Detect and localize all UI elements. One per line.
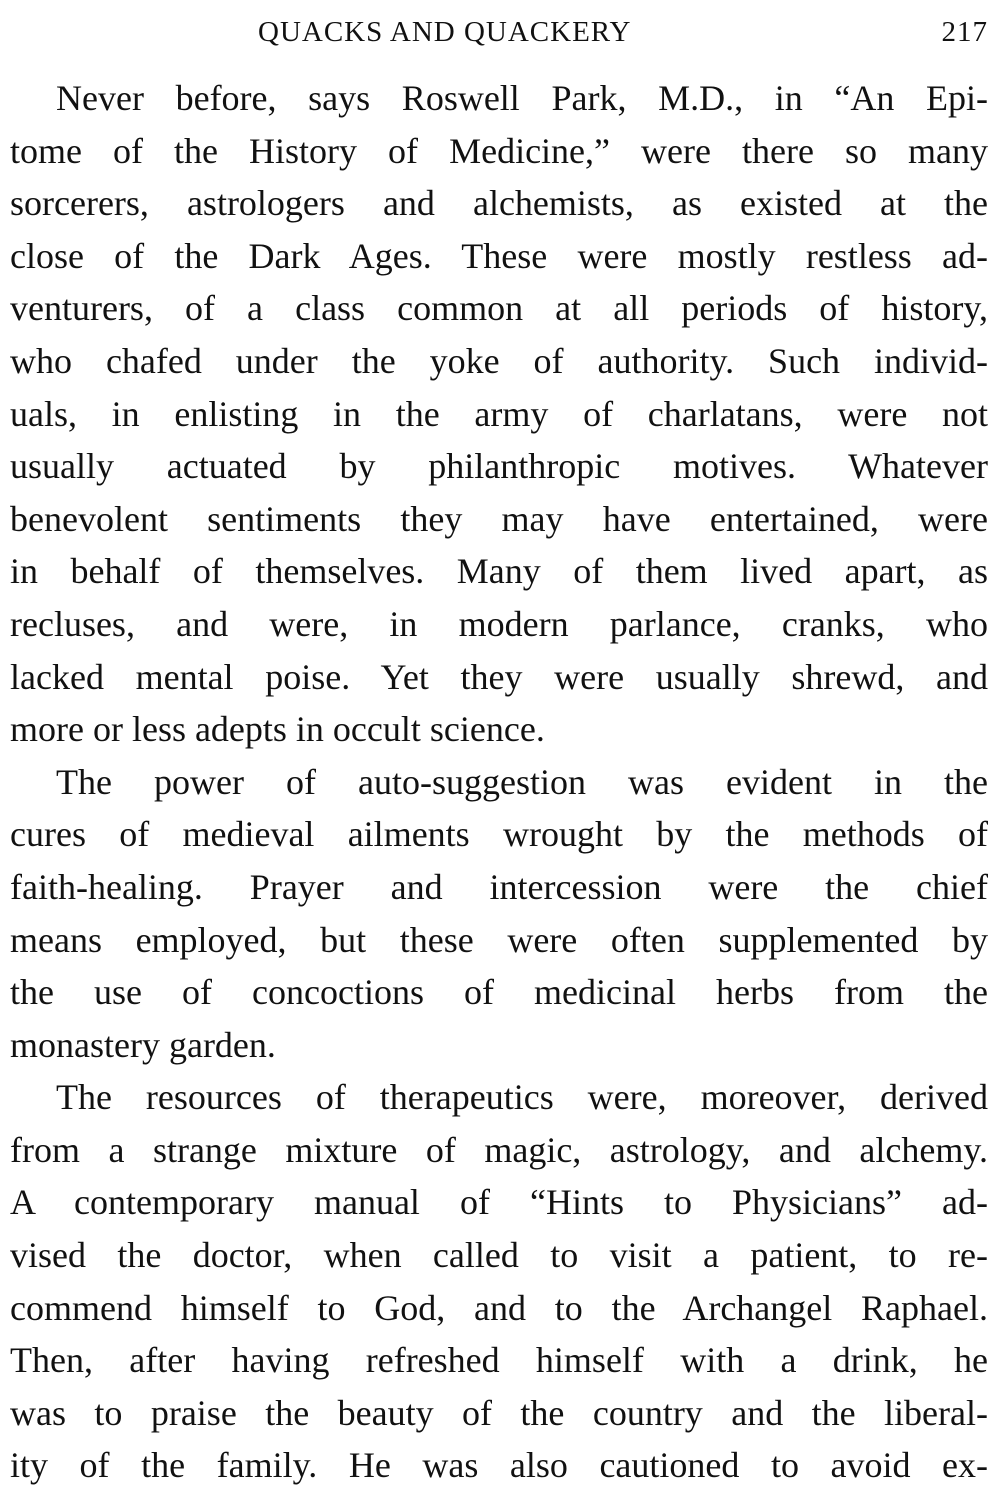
running-head xyxy=(10,0,988,58)
text-line: Never before, says Roswell Park, M.D., in “An Epi- xyxy=(56,78,988,118)
text-line: Then, after having refreshed himself with a drink, he xyxy=(10,1340,988,1381)
text-line: from a strange mixture of magic, astrology, and alchemy. xyxy=(10,1129,988,1170)
text-line: vised the doctor, when called to visit a patient, to re- xyxy=(10,1235,988,1276)
text-line: sorcerers, astrologers and alchemists, as existed at the xyxy=(10,183,988,224)
text-line: means employed, but these were often supplemented by xyxy=(10,919,988,960)
paragraph-1 xyxy=(10,72,988,756)
text-line: in behalf of themselves. Many of them lived apart, as xyxy=(10,551,988,592)
text-line: cures of medieval ailments wrought by the methods of xyxy=(10,814,988,855)
paragraph-3 xyxy=(10,1071,988,1492)
text-line: benevolent sentiments they may have entertained, were xyxy=(10,498,988,539)
body-text xyxy=(10,72,988,1492)
text-line: uals, in enlisting in the army of charlatans, were not xyxy=(10,393,988,434)
text-line: was to praise the beauty of the country and the liberal- xyxy=(10,1392,988,1433)
text-line: A contemporary manual of “Hints to Physicians” ad- xyxy=(10,1182,988,1223)
text-line: The resources of therapeutics were, moreover, derived xyxy=(56,1077,988,1118)
text-line: monastery garden. xyxy=(10,1024,276,1065)
text-line: more or less adepts in occult science. xyxy=(10,709,545,750)
text-line: The power of auto-suggestion was evident in the xyxy=(56,761,988,802)
text-line: tome of the History of Medicine,” were there so many xyxy=(10,130,988,171)
text-line: usually actuated by philanthropic motives. Whatever xyxy=(10,446,988,487)
paragraph-2 xyxy=(10,756,988,1072)
text-line: faith-healing. Prayer and intercession were the chief xyxy=(10,866,988,907)
text-line: venturers, of a class common at all periods of history, xyxy=(10,288,988,329)
text-line: lacked mental poise. Yet they were usually shrewd, and xyxy=(10,656,988,697)
text-line: recluses, and were, in modern parlance, cranks, who xyxy=(10,603,988,644)
text-line: close of the Dark Ages. These were mostly restless ad- xyxy=(10,235,988,276)
text-line: the use of concoctions of medicinal herbs from the xyxy=(10,972,988,1013)
text-line: ity of the family. He was also cautioned to avoid ex- xyxy=(10,1445,988,1486)
text-line: who chafed under the yoke of authority. Such individ- xyxy=(10,340,988,381)
running-title: QUACKS AND QUACKERY xyxy=(258,16,632,48)
page-number: 217 xyxy=(941,16,988,48)
text-line: commend himself to God, and to the Archangel Raphael. xyxy=(10,1287,988,1328)
book-page xyxy=(10,0,988,1493)
